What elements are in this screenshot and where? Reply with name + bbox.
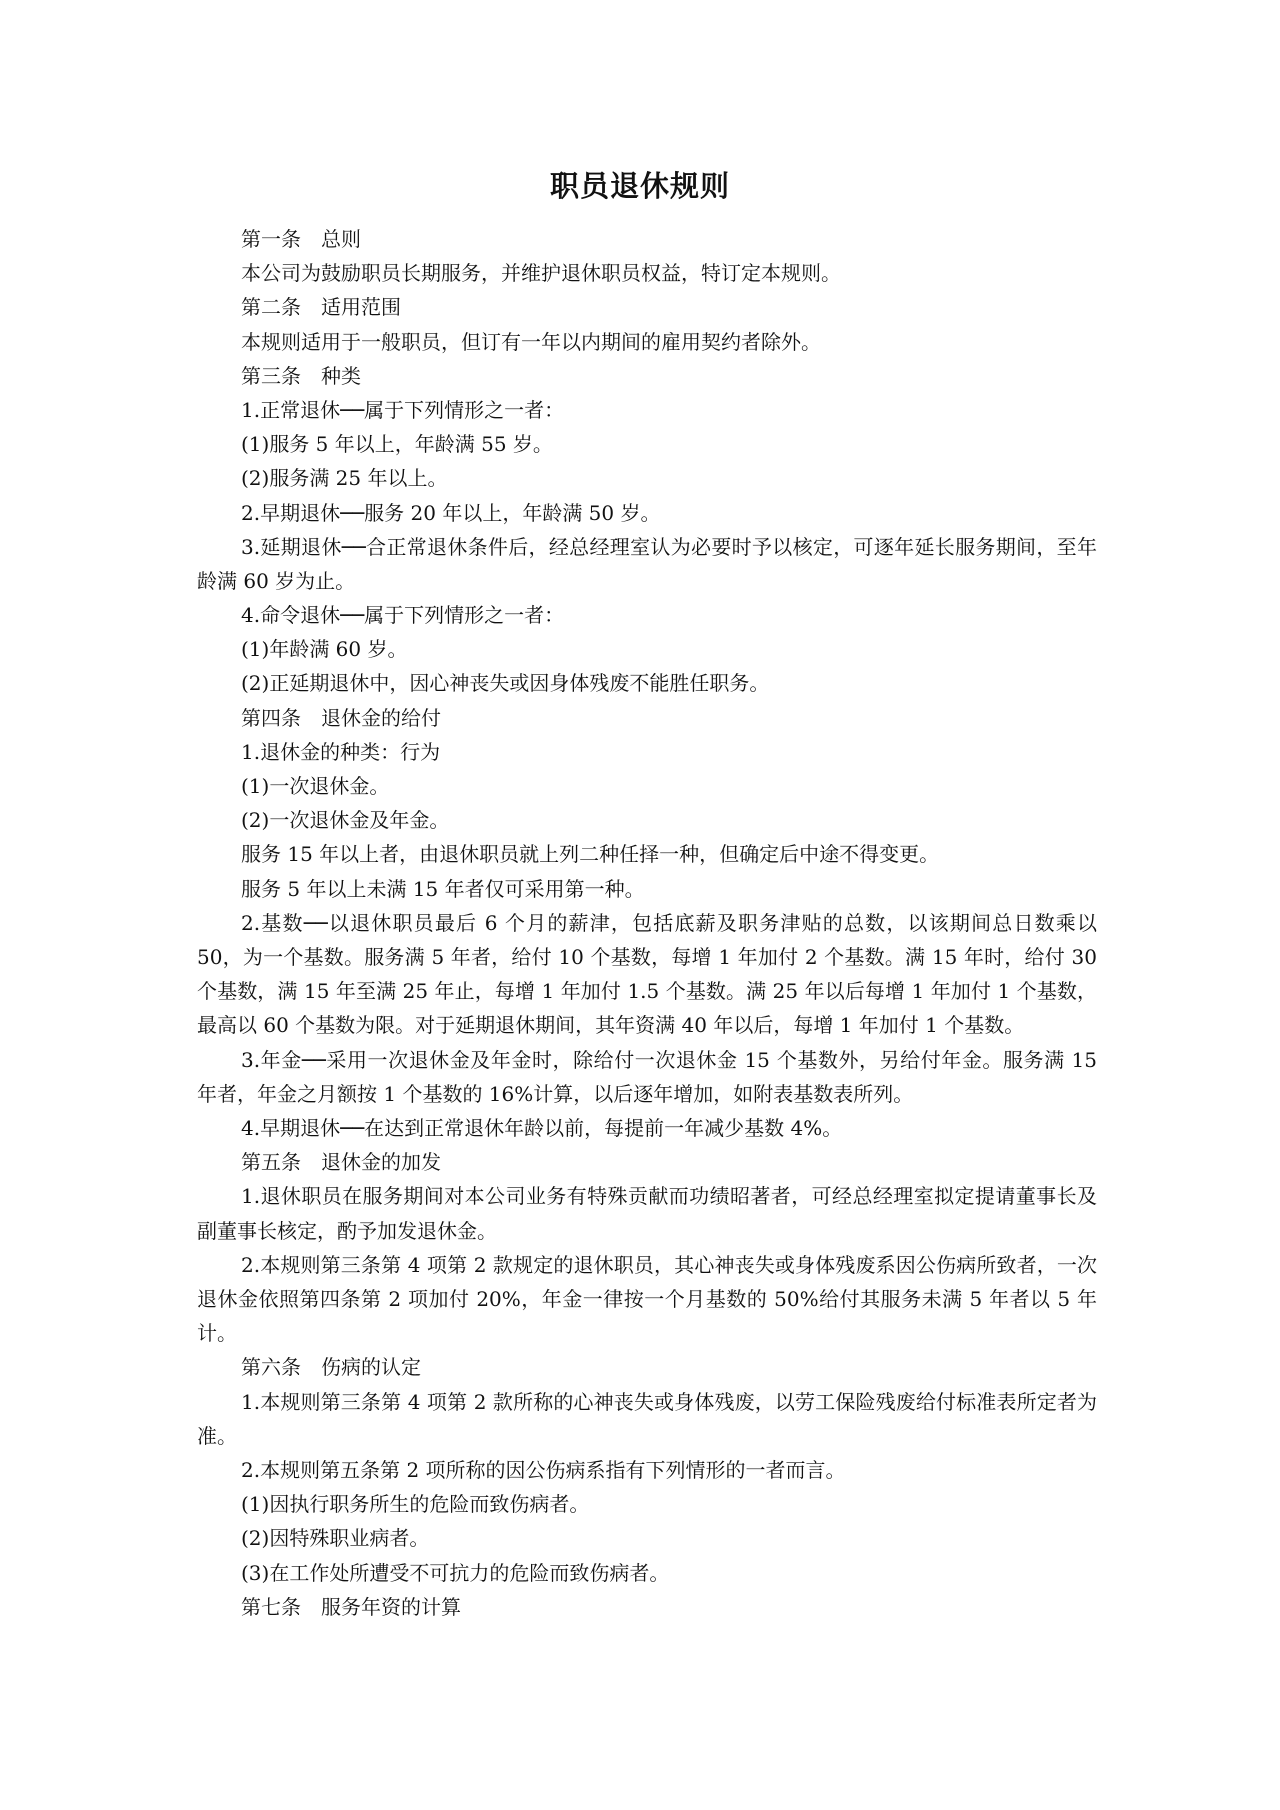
text-line: 服务 5 年以上未满 15 年者仅可采用第一种。 (241, 876, 645, 901)
text-line: 服务 15 年以上者，由退休职员就上列二种任择一种，但确定后中途不得变更。 (241, 842, 940, 867)
text-line: (2)正延期退休中，因心神丧失或因身体残废不能胜任职务。 (241, 671, 770, 696)
document-title: 职员退休规则 (549, 169, 730, 203)
paragraph: 2.本规则第三条第 4 项第 2 款规定的退休职员，其心神丧失或身体残废系因公伤病所致者，一次退休金依照第四条第 2 项加付 20%，年金一律按一个月基数的 50%给付其服务未满 5 年者以 5 年计。 (197, 1252, 1097, 1346)
text-line: (2)一次退休金及年金。 (241, 808, 450, 833)
text-line: 1.退休金的种类：行为 (241, 739, 441, 764)
text-line: (3)在工作处所遭受不可抗力的危险而致伤病者。 (241, 1560, 670, 1585)
text-line: (1)因执行职务所生的危险而致伤病者。 (241, 1492, 590, 1517)
text-line: (1)一次退休金。 (241, 774, 390, 799)
paragraph: 2.基数──以退休职员最后 6 个月的薪津，包括底薪及职务津贴的总数，以该期间总日数乘以 50，为一个基数。服务满 5 年者，给付 10 个基数，每增 1 年加付 2 个基数。满 15 年时，给付 30 个基数，满 15 年至满 25 年止，每增 1 年加付 1.5 个基数。满 25 年以后每增 1 年加付 1 个基数，最高以 60 个基数为限。对于延期退休期间，其年资满 40 年以后，每增 1 年加付 1 个基数。 (197, 910, 1097, 1038)
section-heading: 第七条 服务年资的计算 (241, 1594, 461, 1619)
text-line: 4.早期退休──在达到正常退休年龄以前，每提前一年减少基数 4%。 (241, 1116, 843, 1140)
paragraph: 1.本规则第三条第 4 项第 2 款所称的心神丧失或身体残废，以劳工保险残废给付标准表所定者为准。 (197, 1389, 1097, 1448)
text-line: (2)因特殊职业病者。 (241, 1526, 430, 1551)
document-body (197, 222, 1097, 1624)
text-line: (1)服务 5 年以上，年龄满 55 岁。 (241, 432, 553, 457)
paragraph: 3.年金──采用一次退休金及年金时，除给付一次退休金 15 个基数外，另给付年金。服务满 15 年者，年金之月额按 1 个基数的 16%计算，以后逐年增加，如附表基数表所列。 (197, 1047, 1097, 1106)
text-line: 本公司为鼓励职员长期服务，并维护退休职员权益，特订定本规则。 (241, 261, 841, 286)
text-line: (2)服务满 25 年以上。 (241, 466, 448, 491)
section-heading: 第六条 伤病的认定 (241, 1355, 421, 1380)
section-heading: 第四条 退休金的给付 (241, 705, 441, 730)
paragraph: 1.退休职员在服务期间对本公司业务有特殊贡献而功绩昭著者，可经总经理室拟定提请董事长及副董事长核定，酌予加发退休金。 (197, 1184, 1097, 1243)
text-line: 2.本规则第五条第 2 项所称的因公伤病系指有下列情形的一者而言。 (241, 1457, 846, 1482)
text-line: (1)年龄满 60 岁。 (241, 637, 408, 662)
text-line: 本规则适用于一般职员，但订有一年以内期间的雇用契约者除外。 (241, 329, 821, 354)
section-heading: 第五条 退休金的加发 (241, 1150, 441, 1175)
text-line: 1.正常退休──属于下列情形之一者： (241, 397, 565, 422)
text-line: 2.早期退休──服务 20 年以上，年龄满 50 岁。 (241, 500, 661, 525)
section-heading: 第二条 适用范围 (241, 295, 401, 320)
text-line: 4.命令退休──属于下列情形之一者： (241, 603, 565, 628)
paragraph: 3.延期退休──合正常退休条件后，经总经理室认为必要时予以核定，可逐年延长服务期间，至年龄满 60 岁为止。 (197, 534, 1097, 593)
section-heading: 第一条 总则 (241, 227, 361, 251)
section-heading: 第三条 种类 (241, 363, 361, 388)
